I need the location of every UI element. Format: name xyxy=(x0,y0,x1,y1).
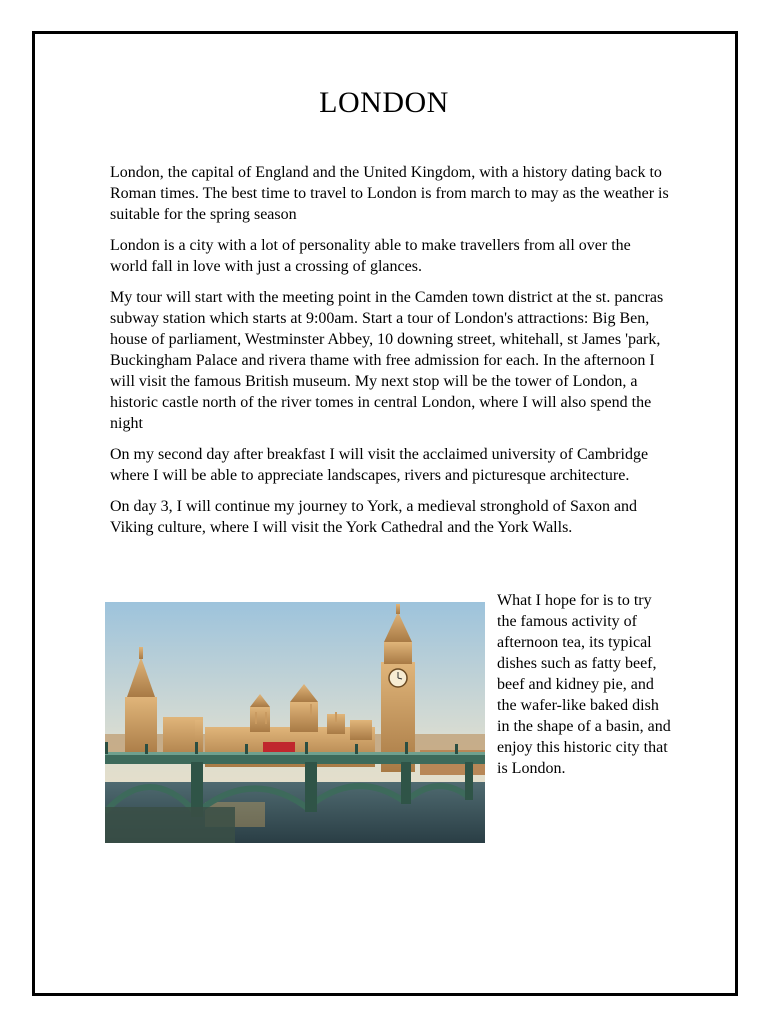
paragraph-day-one: My tour will start with the meeting point in the Camden town district at the st. pancras subway station which starts at 9:00am. Start a tour of London's attractions: Big Ben, house of parliament, Westminster Abbey, 10 downing street, whitehall, st James 'park, Buckingham Palace and rivera thame with free admission for each. In the afternoon I will visit the famous British museum. My next stop will be the tower of London, a historic castle north of the river tomes in central London, where I will also spend the night xyxy=(110,289,664,432)
document-body xyxy=(110,162,670,548)
side-paragraph: What I hope for is to try the famous activity of afternoon tea, its typical dishes such as fatty beef, beef and kidney pie, and the wafer-like baked dish in the shape of a basin, and enjoy this historic city that is London. xyxy=(497,592,671,777)
paragraph-personality: London is a city with a lot of personality able to make travellers from all over the world fall in love with just a crossing of glances. xyxy=(110,237,631,275)
paragraph-day-three: On day 3, I will continue my journey to York, a medieval stronghold of Saxon and Viking culture, where I will visit the York Cathedral and the York Walls. xyxy=(110,498,638,536)
page-title: LONDON xyxy=(319,86,449,119)
westminster-photo xyxy=(105,602,485,843)
paragraph-intro: London, the capital of England and the United Kingdom, with a history dating back to Roman times. The best time to travel to London is from march to may as the weather is suitable for the spring season xyxy=(110,164,669,223)
paragraph-day-two: On my second day after breakfast I will visit the acclaimed university of Cambridge where I will be able to appreciate landscapes, rivers and picturesque architecture. xyxy=(110,446,649,484)
